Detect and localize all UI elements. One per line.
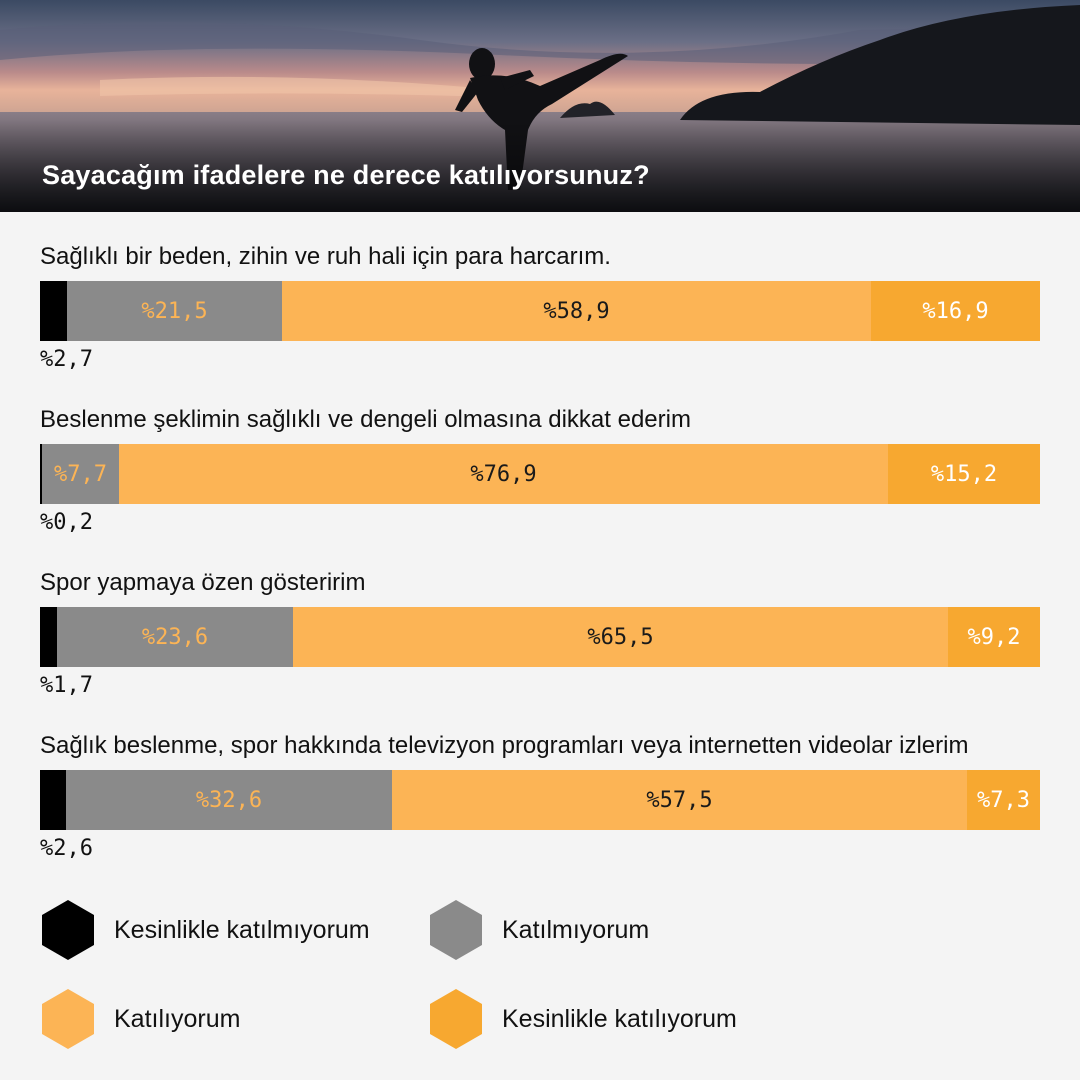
legend-item (428, 989, 737, 1049)
bar-segment-strongly-disagree (40, 770, 66, 830)
question-label: Spor yapmaya özen gösteririm (40, 569, 366, 596)
data-label: %7,7 (54, 461, 107, 487)
data-label: %65,5 (587, 624, 654, 650)
data-label: %9,2 (967, 624, 1021, 650)
data-label: %32,6 (195, 787, 263, 813)
bar-segment-disagree (57, 607, 293, 667)
bar-segment-strongly-agree (871, 281, 1040, 341)
data-label: %76,9 (470, 461, 537, 487)
stacked-bar (40, 770, 1040, 830)
bar-segment-disagree (67, 281, 282, 341)
hexagon-swatch-icon (428, 988, 484, 1050)
stacked-bar (40, 607, 1040, 667)
legend-label: Katılmıyorum (502, 915, 650, 944)
data-label: %57,5 (646, 787, 713, 813)
data-label: %2,7 (40, 347, 93, 372)
question-label: Beslenme şeklimin sağlıklı ve dengeli olmasına dikkat ederim (40, 406, 691, 433)
bar-segment-agree (119, 444, 888, 504)
hexagon-swatch-icon (40, 988, 96, 1050)
data-label: %2,6 (40, 836, 93, 861)
stacked-bar (40, 444, 1040, 504)
stacked-bar (40, 281, 1040, 341)
bar-segment-strongly-agree (888, 444, 1040, 504)
data-label: %58,9 (543, 298, 610, 324)
data-label: %16,9 (922, 298, 989, 324)
data-label: %15,2 (930, 461, 998, 487)
bar-segment-agree (293, 607, 948, 667)
legend-label: Kesinlikle katılıyorum (502, 1004, 737, 1033)
hexagon-swatch-icon (428, 899, 484, 961)
bar-segment-disagree (66, 770, 392, 830)
hexagon-swatch-icon (40, 899, 96, 961)
data-label: %0,2 (40, 510, 93, 535)
legend-label: Katılıyorum (114, 1004, 241, 1033)
bar-segment-disagree (42, 444, 119, 504)
bar-segment-strongly-disagree (40, 281, 67, 341)
data-label: %21,5 (141, 298, 208, 324)
legend-item (428, 900, 649, 960)
page-title: Sayacağım ifadelere ne derece katılıyorsunuz? (42, 160, 650, 190)
data-label: %23,6 (141, 624, 209, 650)
data-label: %1,7 (40, 673, 93, 698)
bar-segment-strongly-agree (948, 607, 1040, 667)
bar-segment-strongly-disagree (40, 607, 57, 667)
bar-segment-strongly-agree (967, 770, 1040, 830)
question-label: Sağlıklı bir beden, zihin ve ruh hali için para harcarım. (40, 243, 611, 270)
bar-segment-agree (392, 770, 967, 830)
data-label: %7,3 (977, 787, 1030, 813)
question-label: Sağlık beslenme, spor hakkında televizyon programları veya internetten videolar izlerim (40, 732, 969, 759)
hero-banner (0, 0, 1080, 212)
legend-item (40, 989, 240, 1049)
legend-item (40, 900, 370, 960)
bar-segment-agree (282, 281, 871, 341)
legend-label: Kesinlikle katılmıyorum (114, 915, 370, 944)
